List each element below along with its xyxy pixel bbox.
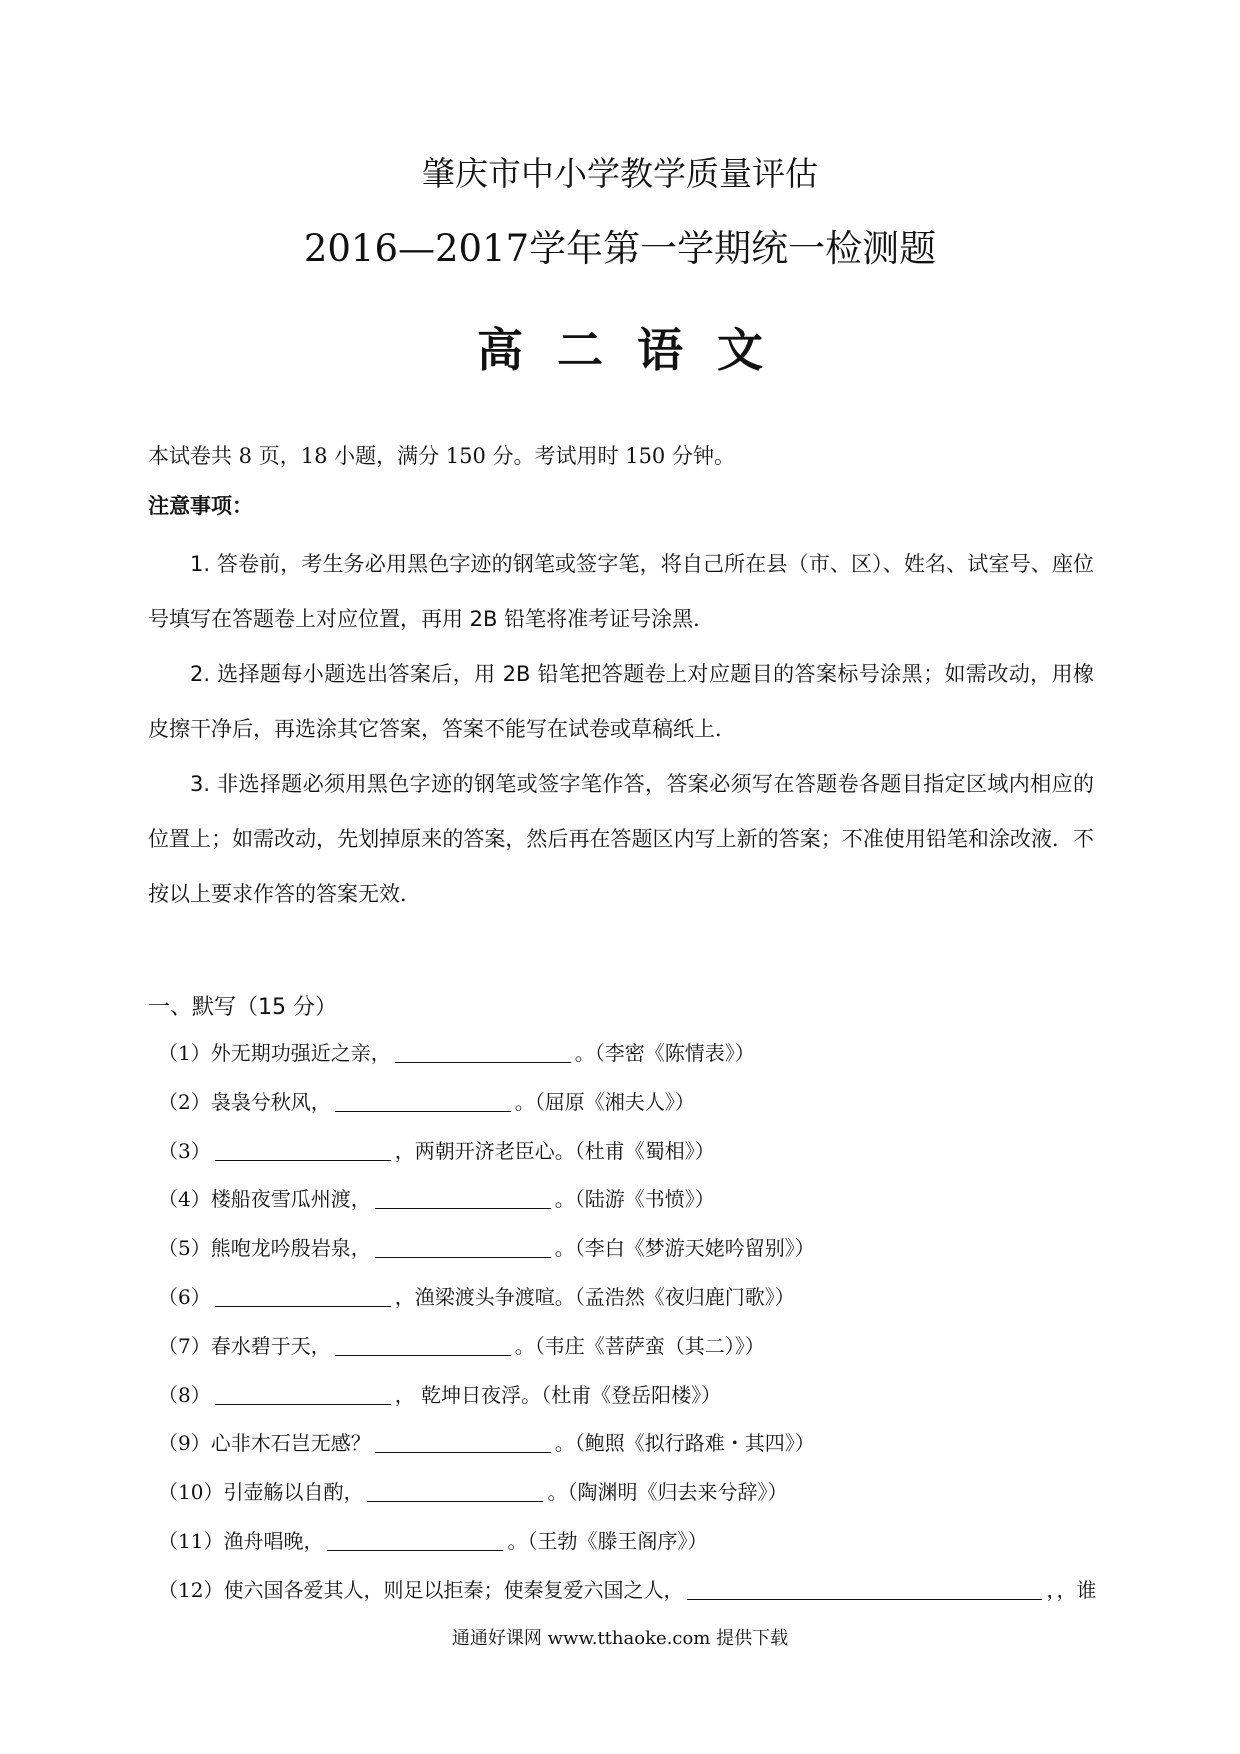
question-text-after: 。（王勃《滕王阁序》）: [507, 1528, 708, 1553]
question-text-after: ， 乾坤日夜浮。（杜甫《登岳阳楼》）: [394, 1382, 722, 1407]
answer-blank: [375, 1184, 551, 1209]
question-number: （2）: [158, 1089, 211, 1114]
question-text-before: 渔舟唱晚，: [223, 1528, 324, 1553]
question-number: （11）: [158, 1528, 224, 1553]
question-item: [158, 1523, 1098, 1572]
question-number: （8）: [158, 1382, 211, 1407]
question-text-before: 楼船夜雪瓜州渡，: [210, 1187, 371, 1212]
question-number: （12）: [158, 1577, 224, 1602]
question-text-after: 。（李白《梦游天姥吟留别》）: [554, 1236, 815, 1261]
question-text-before: 使六国各爱其人，则足以拒秦；使秦复爱六国之人，: [223, 1577, 684, 1602]
answer-blank: [215, 1136, 391, 1161]
question-text-after: 。（屈原《湘夫人》）: [514, 1089, 695, 1114]
question-text-before: 引壶觞以自酌，: [223, 1480, 364, 1505]
question-item: [158, 1035, 1098, 1084]
question-item: [158, 1084, 1098, 1133]
question-item: [158, 1181, 1098, 1230]
question-text-after: 。（李密《陈情表》）: [574, 1041, 755, 1065]
question-item: [158, 1425, 1098, 1474]
answer-blank: [375, 1233, 551, 1258]
answer-blank: [335, 1087, 511, 1112]
question-item: [158, 1230, 1098, 1279]
question-number: （10）: [158, 1480, 224, 1505]
question-text-before: 外无期功强近之亲，: [210, 1041, 391, 1065]
question-item: [158, 1133, 1098, 1182]
notice-list: [148, 537, 1094, 922]
header-line2: 2016—2017学年第一学期统一检测题: [303, 227, 937, 270]
subject-title: 高二语文: [477, 323, 797, 377]
question-text-after: ，两朝开济老臣心。（杜甫《蜀相》）: [394, 1138, 715, 1163]
exam-intro: 本试卷共 8 页，18 小题，满分 150 分。考试用时 150 分钟。: [148, 444, 735, 468]
question-item: [158, 1474, 1098, 1523]
answer-blank: [375, 1428, 551, 1453]
question-text-after: 。（陶渊明《归去来兮辞》）: [547, 1480, 788, 1505]
question-text-before: 春水碧于天，: [210, 1333, 331, 1358]
question-number: （3）: [158, 1138, 211, 1163]
question-text-after: 。（鲍照《拟行路难・其四》）: [554, 1431, 815, 1456]
question-item: [158, 1377, 1098, 1426]
question-text-after: ，，谁: [1046, 1577, 1097, 1602]
question-list: [158, 1035, 1098, 1621]
answer-blank: [335, 1331, 511, 1356]
answer-blank: [395, 1038, 571, 1063]
notice-item: 2. 选择题每小题选出答案后，用 2B 铅笔把答题卷上对应题目的答案标号涂黑；如需改动，用橡皮擦干净后，再选涂其它答案，答案不能写在试卷或草稿纸上．: [148, 662, 1094, 741]
header-line1: 肇庆市中小学教学质量评估: [422, 154, 818, 193]
footer-credit: 通通好课网 www.tthaoke.com 提供下载: [451, 1628, 789, 1649]
question-text-before: 袅袅兮秋风，: [210, 1089, 331, 1114]
notice-item: 1. 答卷前，考生务必用黑色字迹的钢笔或签字笔，将自己所在县（市、区）、姓名、试室号、座位号填写在答题卷上对应位置，再用 2B 铅笔将准考证号涂黑．: [148, 552, 1094, 631]
question-number: （9）: [158, 1431, 211, 1456]
question-number: （6）: [158, 1284, 211, 1309]
question-number: （5）: [158, 1236, 211, 1261]
answer-blank: [215, 1380, 391, 1405]
question-text-after: 。（韦庄《菩萨蛮（其二）》）: [514, 1333, 765, 1358]
question-item: [158, 1328, 1098, 1377]
notice-title: 注意事项：: [148, 494, 253, 518]
question-text-before: 熊咆龙吟殷岩泉，: [210, 1236, 371, 1261]
notice-item: 3. 非选择题必须用黑色字迹的钢笔或签字笔作答，答案必须写在答题卷各题目指定区域内相应的位置上；如需改动，先划掉原来的答案，然后再在答题区内写上新的答案；不准使用铅笔和涂改液．不按以上要求作答的答案无效．: [148, 772, 1094, 906]
section-title: 一、默写（15 分）: [148, 995, 337, 1020]
answer-blank: [215, 1282, 391, 1307]
question-number: （1）: [158, 1041, 211, 1065]
question-text-after: 。（陆游《书愤》）: [554, 1187, 715, 1212]
answer-blank: [687, 1575, 1042, 1600]
answer-blank: [327, 1526, 503, 1551]
question-number: （4）: [158, 1187, 211, 1212]
question-text-before: 心非木石岂无感？: [210, 1431, 371, 1456]
answer-blank: [367, 1477, 543, 1502]
question-item: [158, 1572, 1098, 1621]
question-text-after: ，渔梁渡头争渡喧。（孟浩然《夜归鹿门歌》）: [394, 1284, 795, 1309]
question-item: [158, 1279, 1098, 1328]
question-number: （7）: [158, 1333, 211, 1358]
